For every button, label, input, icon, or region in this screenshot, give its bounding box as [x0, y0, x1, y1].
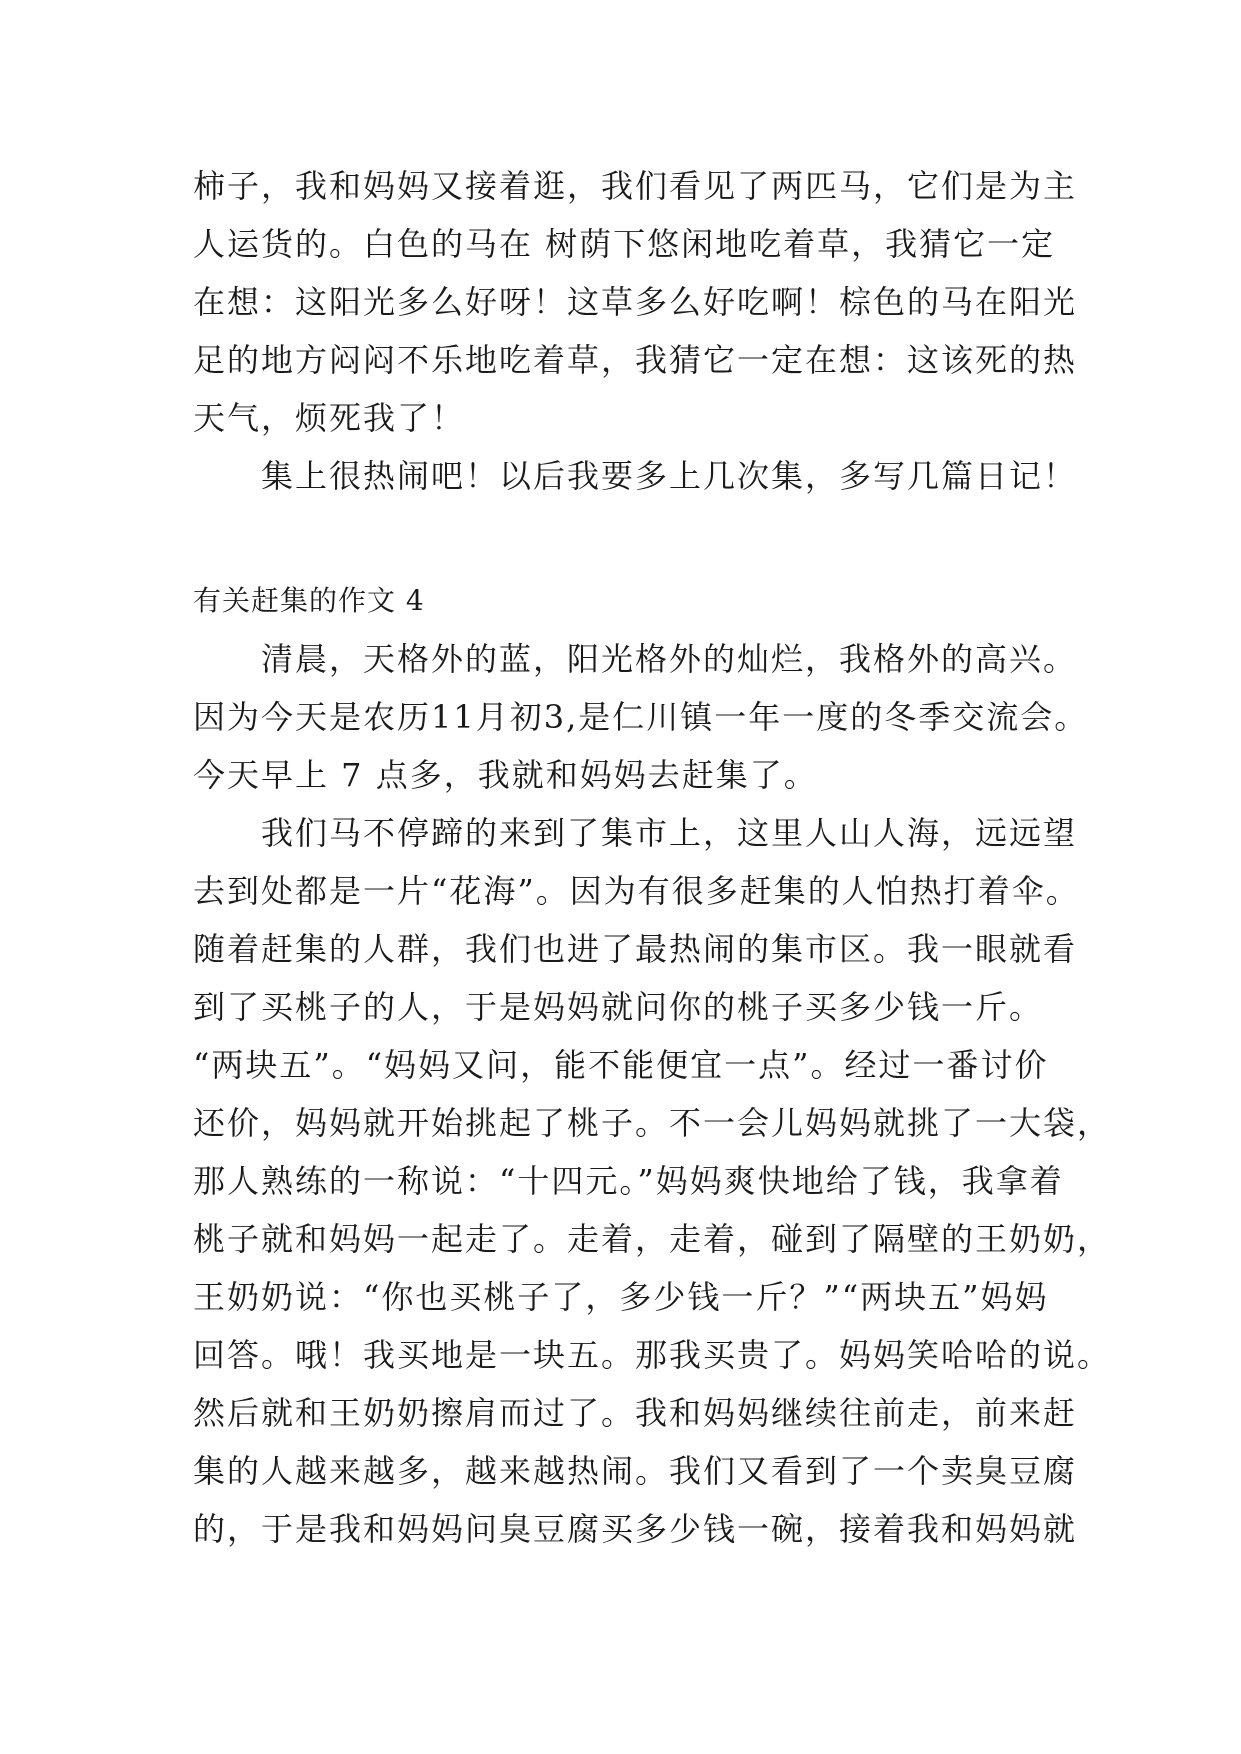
paragraph-1-line: 今天早上 7 点多，我就和妈妈去赶集了。 [193, 756, 818, 794]
paragraph-2-line: 王奶奶说：“你也买桃子了，多少钱一斤？”“两块五”妈妈 [193, 1278, 1049, 1316]
paragraph-2-line: 还价，妈妈就开始挑起了桃子。不一会儿妈妈就挑了一大袋， [193, 1104, 1112, 1142]
paragraph-1-line: 清晨，天格外的蓝，阳光格外的灿烂，我格外的高兴。 [261, 640, 1078, 678]
paragraph-1-line: 因为今天是农历11月初3,是仁川镇一年一度的冬季交流会。 [193, 698, 1089, 736]
paragraph-2-line: 随着赶集的人群，我们也进了最热闹的集市区。我一眼就看 [193, 930, 1078, 968]
section-essay-4 [193, 572, 1112, 1558]
text-line: 人运货的。白色的马在 树荫下悠闲地吃着草，我猜它一定 [193, 225, 1056, 263]
text-line: 柿子，我和妈妈又接着逛，我们看见了两匹马，它们是为主 [193, 167, 1078, 205]
section-previous-essay-end [193, 157, 1078, 505]
closing-paragraph: 集上很热闹吧！以后我要多上几次集，多写几篇日记！ [261, 457, 1078, 495]
text-line: 足的地方闷闷不乐地吃着草，我猜它一定在想：这该死的热 [193, 341, 1078, 379]
paragraph-2-line: 去到处都是一片“花海”。因为有很多赶集的人怕热打着伞。 [193, 872, 1080, 910]
paragraph-2-line: 然后就和王奶奶擦肩而过了。我和妈妈继续往前走，前来赶 [193, 1394, 1078, 1432]
paragraph-2-line: 我们马不停蹄的来到了集市上，这里人山人海，远远望 [261, 814, 1078, 852]
paragraph-2-line: “两块五”。“妈妈又问，能不能便宜一点”。经过一番讨价 [193, 1046, 1049, 1084]
paragraph-2-line: 桃子就和妈妈一起走了。走着，走着，碰到了隔壁的王奶奶， [193, 1220, 1112, 1258]
paragraph-2-line: 那人熟练的一称说：“十四元。”妈妈爽快地给了钱，我拿着 [193, 1162, 1064, 1200]
text-line: 天气，烦死我了！ [193, 399, 466, 437]
paragraph-2-line: 回答。哦！我买地是一块五。那我买贵了。妈妈笑哈哈的说。 [193, 1336, 1112, 1374]
text-line: 在想：这阳光多么好呀！这草多么好吃啊！棕色的马在阳光 [193, 283, 1078, 321]
paragraph-2-line: 集的人越来越多，越来越热闹。我们又看到了一个卖臭豆腐 [193, 1452, 1078, 1490]
essay-heading: 有关赶集的作文 4 [193, 584, 425, 617]
paragraph-2-line: 到了买桃子的人，于是妈妈就问你的桃子买多少钱一斤。 [193, 988, 1044, 1026]
paragraph-2-line: 的，于是我和妈妈问臭豆腐买多少钱一碗，接着我和妈妈就 [193, 1510, 1078, 1548]
